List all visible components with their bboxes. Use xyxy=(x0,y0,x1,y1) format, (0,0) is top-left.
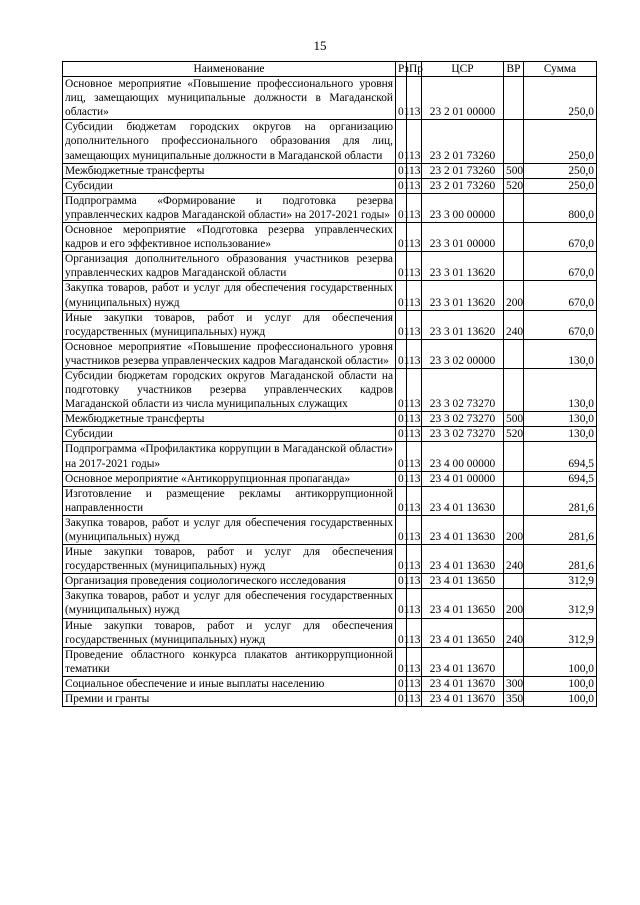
cell-sum: 670,0 xyxy=(524,281,597,310)
cell-sum: 250,0 xyxy=(524,178,597,193)
cell-name: Межбюджетные трансферты xyxy=(63,163,396,178)
cell-sum: 100,0 xyxy=(524,692,597,707)
cell-sum: 312,9 xyxy=(524,574,597,589)
cell-name: Субсидии бюджетам городских округов на организацию дополнительного профессионального образования для лиц, замещающих муниципальные должности в Магаданской области xyxy=(63,120,396,163)
cell-name: Субсидии xyxy=(63,427,396,442)
cell-vr xyxy=(504,574,524,589)
cell-vr xyxy=(504,442,524,471)
table-row xyxy=(63,193,597,222)
cell-csr: 23 3 01 00000 xyxy=(422,223,504,252)
cell-pr: 13 xyxy=(407,163,422,178)
cell-sum: 100,0 xyxy=(524,647,597,676)
cell-pr: 13 xyxy=(407,412,422,427)
cell-pr: 13 xyxy=(407,368,422,411)
cell-vr xyxy=(504,647,524,676)
cell-vr: 500 xyxy=(504,412,524,427)
cell-rz: 01 xyxy=(396,193,407,222)
cell-rz: 01 xyxy=(396,427,407,442)
cell-vr: 200 xyxy=(504,515,524,544)
cell-rz: 01 xyxy=(396,368,407,411)
table-row xyxy=(63,252,597,281)
cell-csr: 23 4 01 13650 xyxy=(422,618,504,647)
cell-rz: 01 xyxy=(396,486,407,515)
cell-vr: 200 xyxy=(504,589,524,618)
cell-name: Премии и гранты xyxy=(63,692,396,707)
cell-name: Закупка товаров, работ и услуг для обеспечения государственных (муниципальных) нужд xyxy=(63,281,396,310)
cell-vr xyxy=(504,223,524,252)
cell-rz: 01 xyxy=(396,77,407,120)
table-row xyxy=(63,339,597,368)
cell-vr: 200 xyxy=(504,281,524,310)
cell-rz: 01 xyxy=(396,412,407,427)
cell-csr: 23 4 01 13670 xyxy=(422,676,504,691)
cell-sum: 130,0 xyxy=(524,427,597,442)
cell-rz: 01 xyxy=(396,310,407,339)
table-row xyxy=(63,412,597,427)
cell-vr: 300 xyxy=(504,676,524,691)
cell-name: Основное мероприятие «Подготовка резерва управленческих кадров и его эффективное использование» xyxy=(63,223,396,252)
cell-pr: 13 xyxy=(407,77,422,120)
cell-vr: 240 xyxy=(504,618,524,647)
table-row xyxy=(63,471,597,486)
table-row xyxy=(63,281,597,310)
cell-rz: 01 xyxy=(396,676,407,691)
table-row xyxy=(63,77,597,120)
cell-name: Подпрограмма «Формирование и подготовка резерва управленческих кадров Магаданской области» на 2017-2021 годы» xyxy=(63,193,396,222)
column-header-name: Наименование xyxy=(63,62,396,77)
cell-pr: 13 xyxy=(407,647,422,676)
cell-name: Организация проведения социологического исследования xyxy=(63,574,396,589)
cell-sum: 694,5 xyxy=(524,471,597,486)
cell-csr: 23 3 00 00000 xyxy=(422,193,504,222)
cell-name: Основное мероприятие «Повышение профессионального уровня участников резерва управленческих кадров Магаданской области» xyxy=(63,339,396,368)
cell-vr: 240 xyxy=(504,310,524,339)
table-row xyxy=(63,515,597,544)
cell-csr: 23 4 01 13650 xyxy=(422,589,504,618)
cell-name: Подпрограмма «Профилактика коррупции в Магаданской области» на 2017-2021 годы» xyxy=(63,442,396,471)
cell-csr: 23 4 01 13630 xyxy=(422,486,504,515)
cell-vr: 500 xyxy=(504,163,524,178)
cell-pr: 13 xyxy=(407,692,422,707)
table-row xyxy=(63,163,597,178)
cell-name: Закупка товаров, работ и услуг для обеспечения государственных (муниципальных) нужд xyxy=(63,589,396,618)
cell-rz: 01 xyxy=(396,647,407,676)
cell-name: Субсидии xyxy=(63,178,396,193)
cell-name: Изготовление и размещение рекламы антикоррупционной направленности xyxy=(63,486,396,515)
cell-sum: 670,0 xyxy=(524,252,597,281)
cell-pr: 13 xyxy=(407,442,422,471)
cell-csr: 23 4 01 13630 xyxy=(422,515,504,544)
cell-rz: 01 xyxy=(396,339,407,368)
cell-csr: 23 4 01 13670 xyxy=(422,692,504,707)
cell-sum: 670,0 xyxy=(524,310,597,339)
cell-rz: 01 xyxy=(396,163,407,178)
cell-vr: 520 xyxy=(504,427,524,442)
cell-rz: 01 xyxy=(396,574,407,589)
cell-rz: 01 xyxy=(396,178,407,193)
cell-sum: 800,0 xyxy=(524,193,597,222)
cell-pr: 13 xyxy=(407,120,422,163)
cell-rz: 01 xyxy=(396,692,407,707)
cell-vr xyxy=(504,120,524,163)
cell-csr: 23 3 01 13620 xyxy=(422,310,504,339)
cell-sum: 130,0 xyxy=(524,368,597,411)
cell-name: Межбюджетные трансферты xyxy=(63,412,396,427)
cell-vr: 520 xyxy=(504,178,524,193)
cell-name: Субсидии бюджетам городских округов Магаданской области на подготовку участников резерва управленческих кадров Магаданской области из числа муниципальных служащих xyxy=(63,368,396,411)
cell-pr: 13 xyxy=(407,193,422,222)
cell-pr: 13 xyxy=(407,223,422,252)
cell-sum: 250,0 xyxy=(524,120,597,163)
cell-csr: 23 2 01 73260 xyxy=(422,178,504,193)
cell-sum: 250,0 xyxy=(524,163,597,178)
cell-csr: 23 2 01 00000 xyxy=(422,77,504,120)
cell-pr: 13 xyxy=(407,178,422,193)
cell-csr: 23 4 00 00000 xyxy=(422,442,504,471)
cell-csr: 23 3 01 13620 xyxy=(422,281,504,310)
cell-csr: 23 3 02 73270 xyxy=(422,368,504,411)
cell-sum: 281,6 xyxy=(524,486,597,515)
cell-rz: 01 xyxy=(396,120,407,163)
cell-rz: 01 xyxy=(396,442,407,471)
cell-csr: 23 4 01 13630 xyxy=(422,545,504,574)
cell-name: Иные закупки товаров, работ и услуг для обеспечения государственных (муниципальных) нужд xyxy=(63,545,396,574)
page-number: 15 xyxy=(313,38,327,53)
cell-rz: 01 xyxy=(396,223,407,252)
table-row xyxy=(63,120,597,163)
cell-rz: 01 xyxy=(396,252,407,281)
budget-table xyxy=(62,61,597,707)
cell-name: Организация дополнительного образования участников резерва управленческих кадров Магаданской области xyxy=(63,252,396,281)
cell-pr: 13 xyxy=(407,574,422,589)
table-row xyxy=(63,574,597,589)
column-header-vr: ВР xyxy=(504,62,524,77)
cell-pr: 13 xyxy=(407,339,422,368)
table-row xyxy=(63,368,597,411)
cell-rz: 01 xyxy=(396,515,407,544)
table-row xyxy=(63,692,597,707)
cell-csr: 23 3 02 73270 xyxy=(422,412,504,427)
cell-rz: 01 xyxy=(396,618,407,647)
cell-csr: 23 3 02 73270 xyxy=(422,427,504,442)
cell-sum: 130,0 xyxy=(524,339,597,368)
cell-csr: 23 4 01 13670 xyxy=(422,647,504,676)
cell-name: Закупка товаров, работ и услуг для обеспечения государственных (муниципальных) нужд xyxy=(63,515,396,544)
cell-sum: 312,9 xyxy=(524,589,597,618)
cell-sum: 130,0 xyxy=(524,412,597,427)
cell-pr: 13 xyxy=(407,310,422,339)
column-header-csr: ЦСР xyxy=(422,62,504,77)
cell-vr: 240 xyxy=(504,545,524,574)
cell-vr: 350 xyxy=(504,692,524,707)
cell-vr xyxy=(504,193,524,222)
table-row xyxy=(63,442,597,471)
cell-vr xyxy=(504,471,524,486)
cell-rz: 01 xyxy=(396,545,407,574)
cell-vr xyxy=(504,486,524,515)
cell-rz: 01 xyxy=(396,281,407,310)
cell-sum: 670,0 xyxy=(524,223,597,252)
cell-pr: 13 xyxy=(407,589,422,618)
cell-pr: 13 xyxy=(407,676,422,691)
cell-vr xyxy=(504,339,524,368)
cell-pr: 13 xyxy=(407,252,422,281)
cell-rz: 01 xyxy=(396,471,407,486)
cell-csr: 23 3 02 00000 xyxy=(422,339,504,368)
cell-vr xyxy=(504,368,524,411)
table-row xyxy=(63,676,597,691)
cell-sum: 281,6 xyxy=(524,515,597,544)
cell-pr: 13 xyxy=(407,515,422,544)
cell-pr: 13 xyxy=(407,471,422,486)
table-row xyxy=(63,647,597,676)
cell-pr: 13 xyxy=(407,427,422,442)
cell-name: Социальное обеспечение и иные выплаты населению xyxy=(63,676,396,691)
cell-name: Проведение областного конкурса плакатов антикоррупционной тематики xyxy=(63,647,396,676)
cell-sum: 100,0 xyxy=(524,676,597,691)
table-row xyxy=(63,486,597,515)
cell-name: Основное мероприятие «Повышение профессионального уровня лиц, замещающих муниципальные должности в Магаданской области» xyxy=(63,77,396,120)
table-row xyxy=(63,618,597,647)
cell-name: Основное мероприятие «Антикоррупционная пропаганда» xyxy=(63,471,396,486)
cell-pr: 13 xyxy=(407,618,422,647)
table-row xyxy=(63,178,597,193)
cell-csr: 23 2 01 73260 xyxy=(422,120,504,163)
column-header-pr: Пр xyxy=(407,62,422,77)
cell-sum: 694,5 xyxy=(524,442,597,471)
cell-vr xyxy=(504,252,524,281)
cell-name: Иные закупки товаров, работ и услуг для обеспечения государственных (муниципальных) нужд xyxy=(63,310,396,339)
table-row xyxy=(63,310,597,339)
cell-csr: 23 2 01 73260 xyxy=(422,163,504,178)
table-row xyxy=(63,589,597,618)
cell-csr: 23 4 01 00000 xyxy=(422,471,504,486)
cell-sum: 312,9 xyxy=(524,618,597,647)
cell-pr: 13 xyxy=(407,486,422,515)
table-row xyxy=(63,223,597,252)
table-header-row xyxy=(63,62,597,77)
cell-sum: 281,6 xyxy=(524,545,597,574)
cell-name: Иные закупки товаров, работ и услуг для обеспечения государственных (муниципальных) нужд xyxy=(63,618,396,647)
column-header-sum: Сумма xyxy=(524,62,597,77)
cell-pr: 13 xyxy=(407,281,422,310)
cell-csr: 23 4 01 13650 xyxy=(422,574,504,589)
table-body xyxy=(63,77,597,707)
cell-csr: 23 3 01 13620 xyxy=(422,252,504,281)
cell-sum: 250,0 xyxy=(524,77,597,120)
column-header-rz: Рз xyxy=(396,62,407,77)
cell-rz: 01 xyxy=(396,589,407,618)
cell-vr xyxy=(504,77,524,120)
table-row xyxy=(63,545,597,574)
cell-pr: 13 xyxy=(407,545,422,574)
table-row xyxy=(63,427,597,442)
